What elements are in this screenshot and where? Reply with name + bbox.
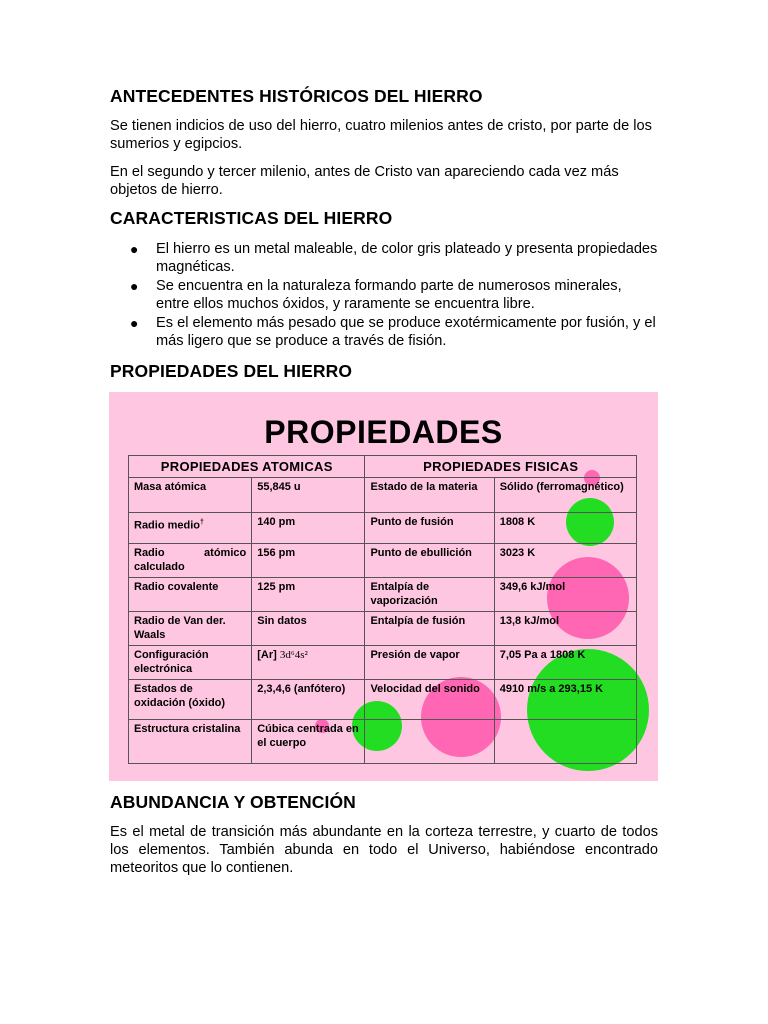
table-row: [129, 513, 637, 544]
atomic-label: Radio medio†: [129, 513, 252, 544]
table-row: [129, 646, 637, 680]
atomic-value: 125 pm: [252, 578, 365, 612]
list-item: ● Se encuentra en la naturaleza formando parte de numerosos minerales, entre ellos muchos óxidos, y raramente se encuentra libre.: [130, 278, 622, 312]
table-row: [129, 680, 637, 720]
bullet-icon: ●: [130, 278, 139, 294]
history-paragraph-2: En el segundo y tercer milenio, antes de Cristo van apareciendo cada vez más objetos de hierro.: [110, 164, 619, 198]
history-paragraph-1: Se tienen indicios de uso del hierro, cuatro milenios antes de cristo, por parte de los sumerios y egipcios.: [110, 118, 652, 152]
abundance-heading: ABUNDANCIA Y OBTENCIÓN: [110, 792, 356, 812]
physical-value: 349,6 kJ/mol: [494, 578, 636, 612]
atomic-value: 2,3,4,6 (anfótero): [252, 680, 365, 720]
atomic-label: Radio covalente: [129, 578, 252, 612]
physical-value: 3023 K: [494, 544, 636, 578]
header-physical: PROPIEDADES FISICAS: [365, 456, 637, 478]
table-row: [129, 544, 637, 578]
list-item: ● El hierro es un metal maleable, de color gris plateado y presenta propiedades magnéticas.: [130, 241, 658, 275]
physical-label: Entalpía de vaporización: [365, 578, 494, 612]
table-row: [129, 578, 637, 612]
atomic-value: 156 pm: [252, 544, 365, 578]
table-row: [129, 478, 637, 513]
atomic-value: Cúbica centrada en el cuerpo: [252, 720, 365, 764]
figure-title: PROPIEDADES: [264, 414, 503, 450]
atomic-label: Configuración electrónica: [129, 646, 252, 680]
atomic-label: Masa atómica: [129, 478, 252, 513]
bullet-icon: ●: [130, 315, 139, 331]
properties-table: [128, 455, 637, 764]
atomic-label: Estados de oxidación (óxido): [129, 680, 252, 720]
atomic-value: 140 pm: [252, 513, 365, 544]
table-row: [129, 720, 637, 764]
physical-label: Punto de ebullición: [365, 544, 494, 578]
physical-value: 1808 K: [494, 513, 636, 544]
physical-label: Punto de fusión: [365, 513, 494, 544]
physical-value: [494, 720, 636, 764]
physical-value: 7,05 Pa a 1808 K: [494, 646, 636, 680]
characteristics-heading: CARACTERISTICAS DEL HIERRO: [110, 208, 393, 228]
physical-label: Velocidad del sonido: [365, 680, 494, 720]
abundance-paragraph: Es el metal de transición más abundante en la corteza terrestre, y cuarto de todos los elementos. También abunda en todo el Universo, habiéndose encontrado meteoritos que lo contienen.: [110, 824, 658, 876]
history-heading: ANTECEDENTES HISTÓRICOS DEL HIERRO: [110, 86, 483, 106]
properties-heading: PROPIEDADES DEL HIERRO: [110, 361, 353, 381]
atomic-label: Radio atómico calculado: [129, 544, 252, 578]
header-atomic: PROPIEDADES ATOMICAS: [129, 456, 365, 478]
characteristics-list: [110, 240, 658, 351]
atomic-value: 55,845 u: [252, 478, 365, 513]
atomic-label: Radio de Van der. Waals: [129, 612, 252, 646]
properties-figure: [109, 392, 658, 781]
atomic-value: Sin datos: [252, 612, 365, 646]
atomic-label: Estructura cristalina: [129, 720, 252, 764]
physical-value: 4910 m/s a 293,15 K: [494, 680, 636, 720]
physical-label: Presión de vapor: [365, 646, 494, 680]
physical-value: 13,8 kJ/mol: [494, 612, 636, 646]
list-item: ● Es el elemento más pesado que se produce exotérmicamente por fusión, y el más ligero que se produce a través de fisión.: [130, 315, 656, 349]
physical-label: Entalpía de fusión: [365, 612, 494, 646]
physical-label: Estado de la materia: [365, 478, 494, 513]
physical-label: [365, 720, 494, 764]
bullet-icon: ●: [130, 241, 139, 257]
table-row: [129, 612, 637, 646]
atomic-value: [Ar] 3d⁶4s²: [252, 646, 365, 680]
physical-value: Sólido (ferromagnético): [494, 478, 636, 513]
